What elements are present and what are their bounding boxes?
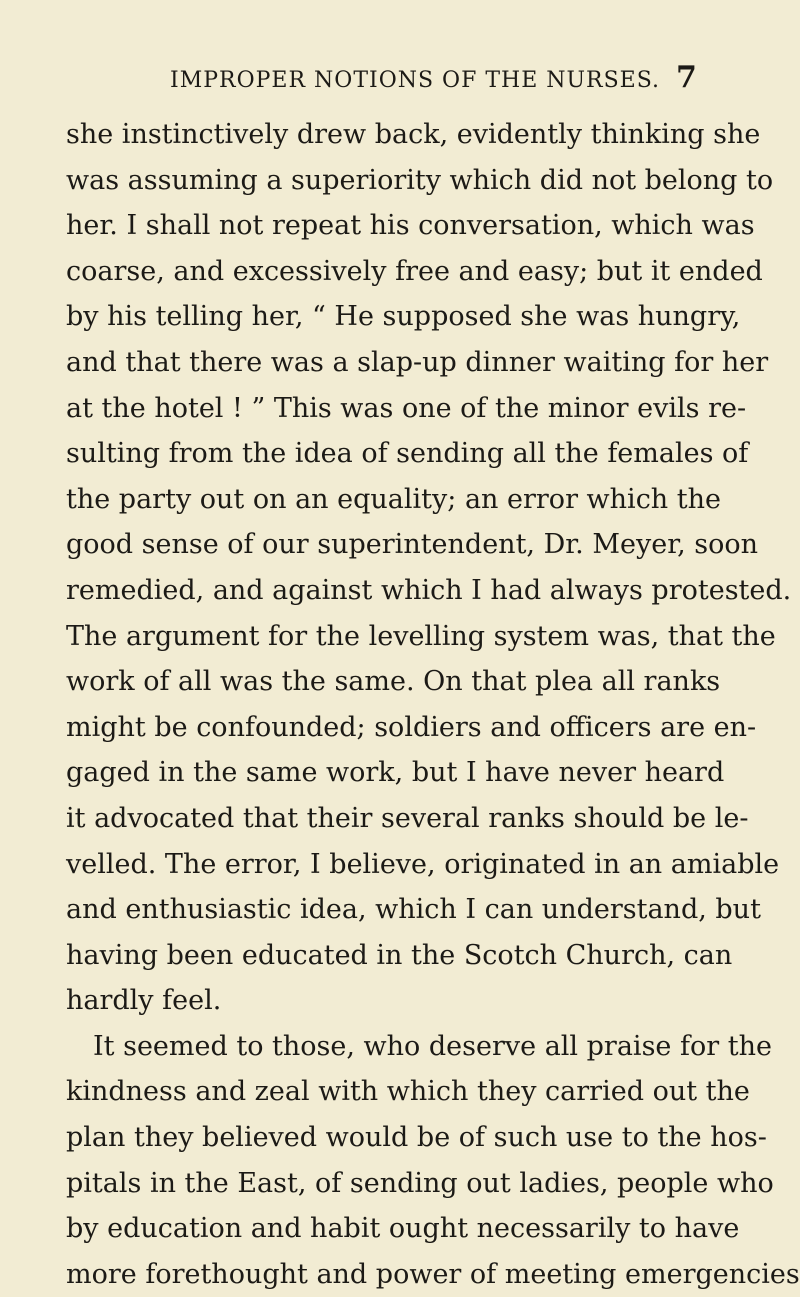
text-line: The argument for the levelling system was, that the [66,620,776,652]
text-line: might be confounded; soldiers and officers are en- [66,711,757,743]
running-title: IMPROPER NOTIONS OF THE NURSES. [170,68,661,93]
text-line: by education and habit ought necessarily to have [66,1213,740,1245]
text-line: kindness and zeal with which they carried out the [66,1076,750,1108]
text-line: coarse, and excessively free and easy; but it ended [66,255,763,287]
text-line: having been educated in the Scotch Church, can [66,939,733,971]
text-line: velled. The error, I believe, originated in an amiable [66,848,780,880]
body-text [66,112,800,1297]
paragraph-first-line: It seemed to those, who deserve all praise for the [93,1030,772,1062]
text-line: work of all was the same. On that plea all ranks [66,666,721,698]
text-line: more forethought and power of meeting emergencies [66,1258,800,1290]
text-line: she instinctively drew back, evidently thinking she [66,119,761,150]
text-line: remedied, and against which I had always protested. [66,574,792,606]
text-line: at the hotel ! ” This was one of the minor evils re- [66,392,747,424]
text-line: plan they believed would be of such use to the hos- [66,1122,767,1154]
text-line: hardly feel. [66,985,222,1017]
text-line: her. I shall not repeat his conversation, which was [66,210,755,242]
page-number: 7 [676,60,697,95]
text-line: pitals in the East, of sending out ladies, people who [66,1167,774,1199]
text-line: and enthusiastic idea, which I can understand, but [66,894,761,926]
text-line: good sense of our superintendent, Dr. Meyer, soon [66,529,759,561]
text-line: it advocated that their several ranks should be le- [66,802,749,834]
text-line: by his telling her, “ He supposed she was hungry, [66,301,741,333]
text-line: was assuming a superiority which did not belong to [66,164,774,196]
text-line: sulting from the idea of sending all the females of [66,438,749,470]
text-line: gaged in the same work, but I have never heard [66,757,725,789]
text-line: and that there was a slap-up dinner waiting for her [66,346,769,378]
text-line: the party out on an equality; an error which the [66,483,722,515]
